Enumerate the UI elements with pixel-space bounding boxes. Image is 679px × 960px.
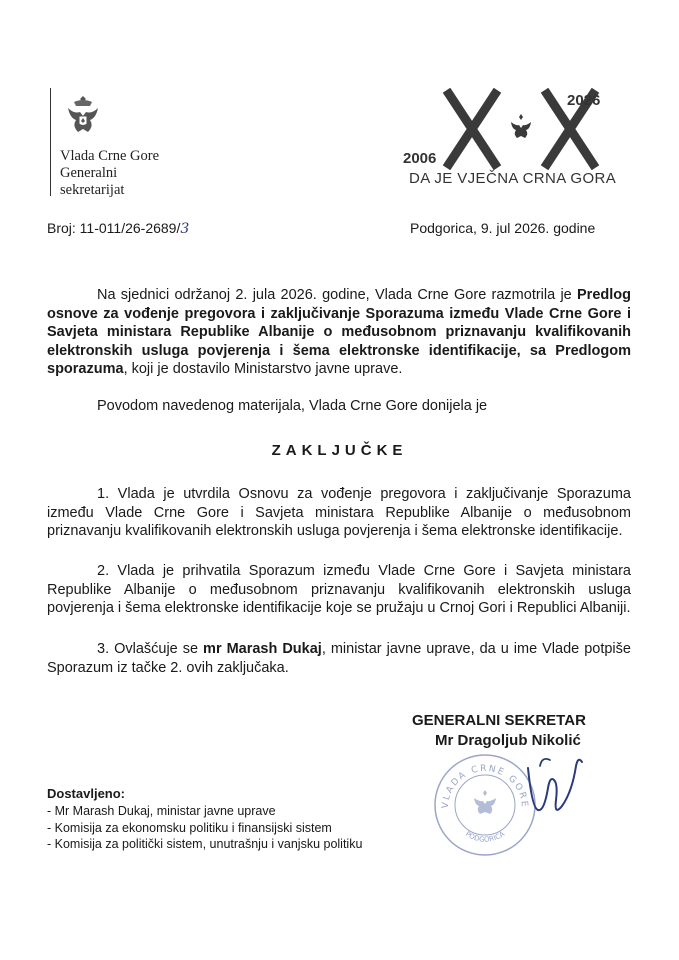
coat-of-arms-icon <box>64 94 102 138</box>
government-header <box>50 88 220 200</box>
reference-number <box>47 220 189 237</box>
signatory-name: Mr Dragoljub Nikolić <box>435 732 581 749</box>
logo-year-end: 2026 <box>567 92 601 109</box>
conclusion-3-start: 3. Ovlašćuje se <box>97 641 204 657</box>
conclusion-item-2: 2. Vlada je prihvatila Sporazum između Vlade Crne Gore i Savjeta ministara Republike Albanije o međusobnom priznavanju kvalifikovanih elektronskih usluga povjerenja i šema elektronske identifikacije koje se pružaju u Crnoj Gori i Republici Albaniji. <box>47 563 631 616</box>
conclusion-3-end: , ministar javne uprave, da u ime Vlade potpiše Sporazum iz tačke 2. ovih zaključaka. <box>47 641 631 676</box>
handwritten-signature <box>520 748 600 828</box>
intro-subject-bold: Predlog osnove za vođenje pregovora i zaključivanje Sporazuma između Vlade Crne Gore i Savjeta ministara Republike Albanije o međusobnom priznavanju kvalifikovanih elektronskih usluga povjerenja i šema elektronske identifikacije, sa Predlogom sporazuma <box>47 287 631 377</box>
conclusion-item-3 <box>47 640 631 677</box>
reference-number-text: Broj: 11-011/26-2689/ <box>47 220 181 236</box>
government-name-line3: sekretarijat <box>60 182 125 198</box>
government-name-line2: Generalni <box>60 165 118 181</box>
intro-text-start: Na sjednici održanoj 2. jula 2026. godine, Vlada Crne Gore razmotrila je <box>97 287 578 303</box>
list-item: - Mr Marash Dukaj, ministar javne uprave <box>47 804 276 818</box>
anniversary-logo <box>395 88 635 198</box>
distribution-label: Dostavljeno: <box>47 786 126 801</box>
logo-slogan: DA JE VJEČNA CRNA GORA <box>409 170 617 187</box>
list-item: - Komisija za ekonomsku politiku i finansijski sistem <box>47 820 332 835</box>
svg-text:VLADA CRNE GORE: VLADA CRNE GORE <box>440 763 530 809</box>
decision-intro: Povodom navedenog materijala, Vlada Crne Gore donijela je <box>97 398 488 414</box>
government-name-line1: Vlada Crne Gore <box>60 148 160 164</box>
conclusion-item-1: 1. Vlada je utvrdila Osnovu za vođenje pregovora i zaključivanje Sporazuma između Vlade Crne Gore i Savjeta ministara Republike Albanije o međusobnom priznavanju kvalifikovanih elektronskih usluga povjerenja i šema elektronske identifikacije. <box>47 486 631 539</box>
conclusion-3-bold-name: mr Marash Dukaj <box>203 641 322 657</box>
logo-year-start: 2006 <box>403 150 437 167</box>
list-item: - Komisija za politički sistem, unutrašnju i vanjsku politiku <box>47 837 363 851</box>
signatory-title: GENERALNI SEKRETAR <box>412 712 586 729</box>
intro-text-end: , koji je dostavilo Ministarstvo javne uprave. <box>123 361 403 377</box>
intro-paragraph <box>47 286 631 379</box>
conclusions-heading: ZAKLJUČKE <box>271 442 408 459</box>
logo-emblem-icon <box>511 114 531 138</box>
header-divider <box>50 88 51 196</box>
svg-text:PODGORICA: PODGORICA <box>463 830 507 844</box>
handwritten-suffix: 3 <box>180 221 190 237</box>
distribution-list <box>47 803 362 853</box>
document-date: Podgorica, 9. jul 2026. godine <box>410 220 596 236</box>
